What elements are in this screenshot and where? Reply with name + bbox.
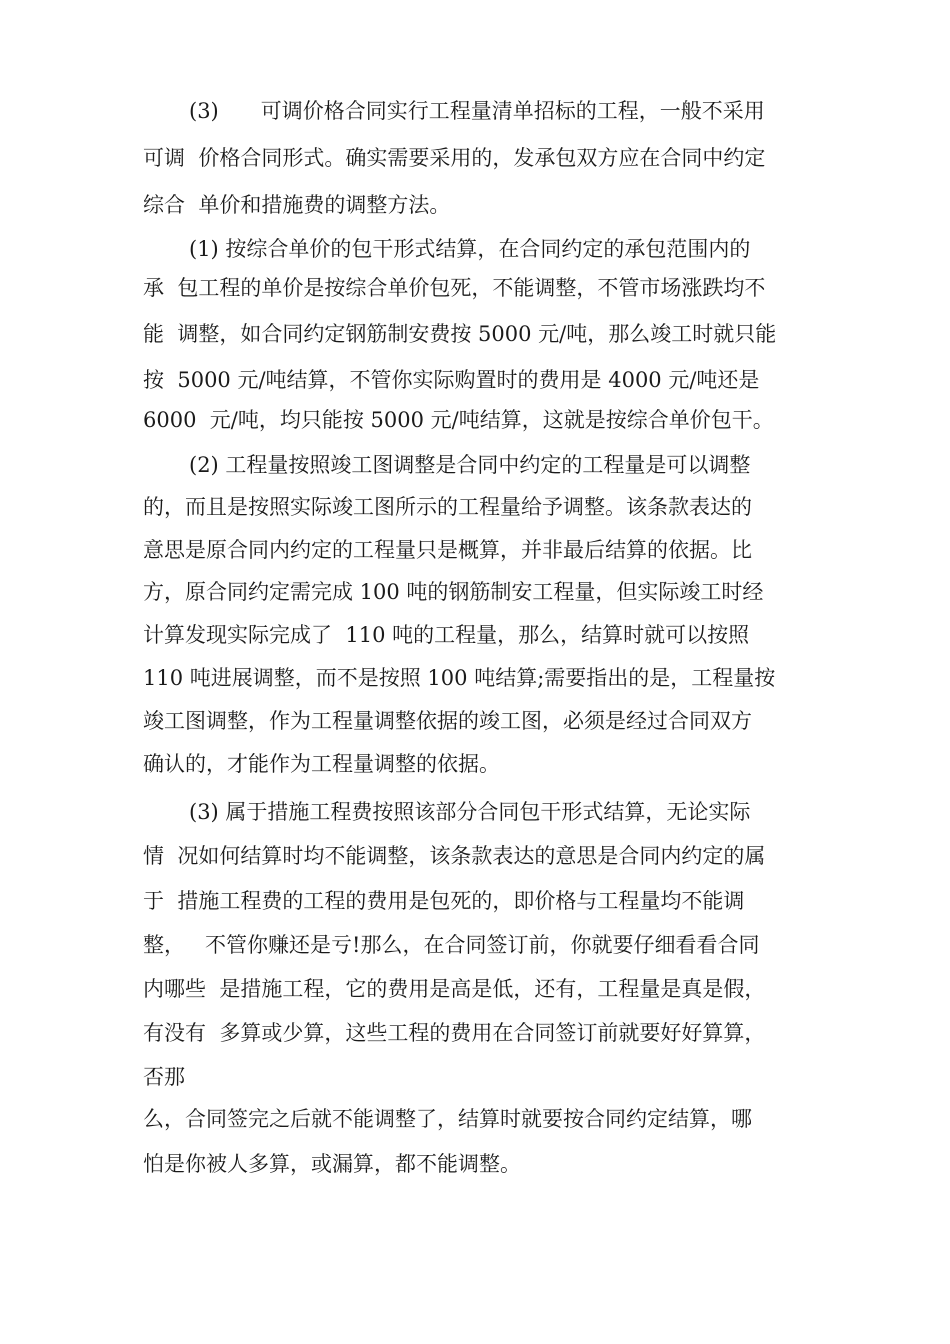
paragraph-4-line-6: 有没有 多算或少算，这些工程的费用在合同签订前就要好好算算， bbox=[143, 1021, 766, 1045]
paragraph-3-line-4: 方，原合同约定需完成 100 吨的钢筋制安工程量，但实际竣工时经 bbox=[143, 580, 764, 604]
paragraph-3-line-8: 确认的，才能作为工程量调整的依据。 bbox=[143, 752, 500, 776]
paragraph-2-line-3: 能 调整，如合同约定钢筋制安费按 5000 元/吨，那么竣工时就只能 bbox=[143, 322, 777, 346]
paragraph-4-line-3: 于 措施工程费的工程的费用是包死的，即价格与工程量均不能调 bbox=[143, 889, 745, 913]
paragraph-1-line-3: 综合 单价和措施费的调整方法。 bbox=[143, 193, 451, 217]
paragraph-2-line-4: 按 5000 元/吨结算，不管你实际购置时的费用是 4000 元/吨还是 bbox=[143, 368, 760, 392]
paragraph-3-line-7: 竣工图调整，作为工程量调整依据的竣工图，必须是经过合同双方 bbox=[143, 709, 752, 733]
paragraph-1-line-2: 可调 价格合同形式。确实需要采用的，发承包双方应在合同中约定 bbox=[143, 146, 766, 170]
paragraph-3-line-2: 的，而且是按照实际竣工图所示的工程量给予调整。该条款表达的 bbox=[143, 495, 752, 519]
paragraph-4-line-2: 情 况如何结算时均不能调整，该条款表达的意思是合同内约定的属 bbox=[143, 844, 766, 868]
paragraph-2-line-1: (1) 按综合单价的包干形式结算，在合同约定的承包范围内的 bbox=[189, 237, 751, 261]
paragraph-3-line-3: 意思是原合同内约定的工程量只是概算，并非最后结算的依据。比 bbox=[143, 538, 752, 562]
paragraph-2-line-2: 承 包工程的单价是按综合单价包死，不能调整，不管市场涨跌均不 bbox=[143, 276, 766, 300]
paragraph-4-line-5: 内哪些 是措施工程，它的费用是高是低，还有，工程量是真是假， bbox=[143, 977, 766, 1001]
paragraph-4-line-4: 整， 不管你赚还是亏!那么，在合同签订前，你就要仔细看看合同 bbox=[143, 933, 760, 957]
paragraph-1-line-1: (3) 可调价格合同实行工程量清单招标的工程，一般不采用 bbox=[189, 99, 765, 123]
paragraph-4-line-8: 么，合同签完之后就不能调整了，结算时就要按合同约定结算，哪 bbox=[143, 1107, 752, 1131]
paragraph-2-line-5: 6000 元/吨，均只能按 5000 元/吨结算，这就是按综合单价包干。 bbox=[143, 408, 774, 432]
paragraph-4-line-7: 否那 bbox=[143, 1065, 185, 1089]
paragraph-3-line-6: 110 吨进展调整，而不是按照 100 吨结算;需要指出的是，工程量按 bbox=[143, 666, 776, 690]
paragraph-4-line-9: 怕是你被人多算，或漏算，都不能调整。 bbox=[143, 1152, 521, 1176]
paragraph-4-line-1: (3) 属于措施工程费按照该部分合同包干形式结算，无论实际 bbox=[189, 800, 751, 824]
paragraph-3-line-1: (2) 工程量按照竣工图调整是合同中约定的工程量是可以调整 bbox=[189, 453, 751, 477]
paragraph-3-line-5: 计算发现实际完成了 110 吨的工程量，那么，结算时就可以按照 bbox=[143, 623, 750, 647]
